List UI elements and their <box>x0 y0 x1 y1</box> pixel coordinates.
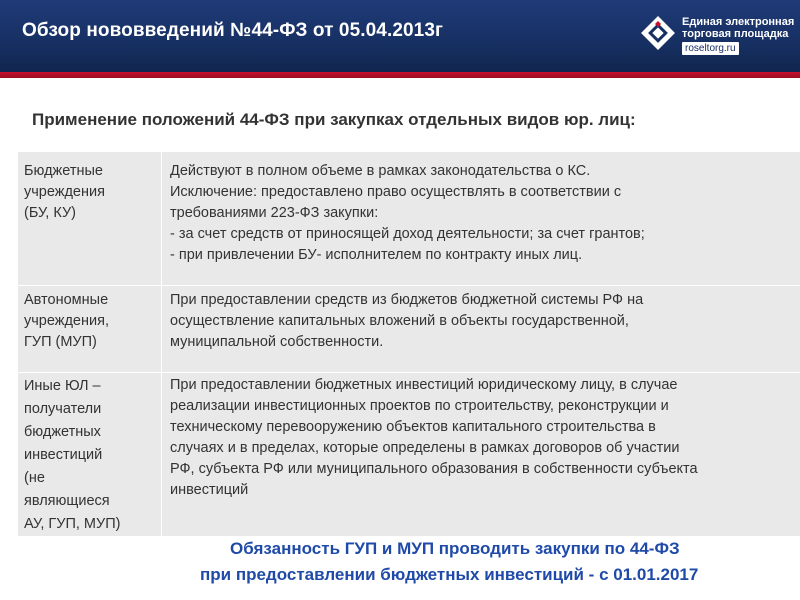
rule-line: При предоставлении средств из бюджетов бюджетной системы РФ на <box>170 292 644 308</box>
footer-line-2: при предоставлении бюджетных инвестиций - с 01.01.2017 <box>200 565 699 584</box>
logo-diamond-icon <box>640 15 676 51</box>
rule-line: техническому перевооружению объектов капитального строительства в <box>170 419 656 435</box>
rule-line: - за счет средств от приносящей доход деятельности; за счет грантов; <box>170 226 645 242</box>
logo-text-line1: Единая электронная <box>682 16 795 28</box>
entity-type-cell <box>24 290 109 353</box>
page-title: Обзор нововведений №44-ФЗ от 05.04.2013г <box>22 20 444 41</box>
entity-type-line: являющиеся <box>24 493 110 509</box>
entity-type-line: АУ, ГУП, МУП) <box>24 516 121 532</box>
entity-type-line: учреждения <box>24 184 105 200</box>
table-row <box>18 373 800 536</box>
footer-line-1: Обязанность ГУП и МУП проводить закупки по 44-ФЗ <box>230 539 680 558</box>
column-divider <box>161 286 162 372</box>
entity-type-line: бюджетных <box>24 424 101 440</box>
table-row <box>18 286 800 372</box>
entity-type-line: Автономные <box>24 292 109 308</box>
rule-line: инвестиций <box>170 482 249 498</box>
entity-type-line: ГУП (МУП) <box>24 334 97 350</box>
entity-type-line: Бюджетные <box>24 163 103 179</box>
rule-line: случаях и в пределах, которые определены в рамках договоров об участии <box>170 440 680 456</box>
entity-type-line: учреждения, <box>24 313 109 329</box>
rule-line: Действуют в полном объеме в рамках законодательства о КС. <box>170 163 591 179</box>
rule-description-cell <box>170 375 775 501</box>
entity-type-line: инвестиций <box>24 447 103 463</box>
rule-line: осуществление капитальных вложений в объекты государственной, <box>170 313 629 329</box>
entity-type-line: (БУ, КУ) <box>24 205 77 221</box>
section-subtitle: Применение положений 44-ФЗ при закупках отдельных видов юр. лиц: <box>32 110 636 129</box>
rule-description-cell <box>170 161 775 266</box>
entity-type-line: (не <box>24 470 45 486</box>
rule-line: - при привлечении БУ- исполнителем по контракту иных лиц. <box>170 247 583 263</box>
logo-url[interactable]: roseltorg.ru <box>682 42 739 55</box>
rule-line: РФ, субъекта РФ или муниципального образования в собственности субъекта <box>170 461 698 477</box>
roseltorg-logo <box>640 9 795 61</box>
entity-type-cell <box>24 161 105 224</box>
entity-type-cell <box>24 375 120 536</box>
rule-line: требованиями 223-ФЗ закупки: <box>170 205 379 221</box>
rule-line: При предоставлении бюджетных инвестиций юридическому лицу, в случае <box>170 377 678 393</box>
column-divider <box>161 373 162 536</box>
rule-line: Исключение: предоставлено право осуществлять в соответствии с <box>170 184 622 200</box>
entity-type-line: получатели <box>24 401 102 417</box>
entity-type-line: Иные ЮЛ – <box>24 378 101 394</box>
rule-description-cell <box>170 290 775 353</box>
table-row <box>18 152 800 285</box>
footer-note <box>0 536 800 588</box>
logo-text-line2: торговая площадка <box>682 28 789 40</box>
header-accent-stripe <box>0 72 800 78</box>
rule-line: реализации инвестиционных проектов по строительству, реконструкции и <box>170 398 669 414</box>
column-divider <box>161 152 162 285</box>
rule-line: муниципальной собственности. <box>170 334 384 350</box>
header-bar <box>0 0 800 72</box>
